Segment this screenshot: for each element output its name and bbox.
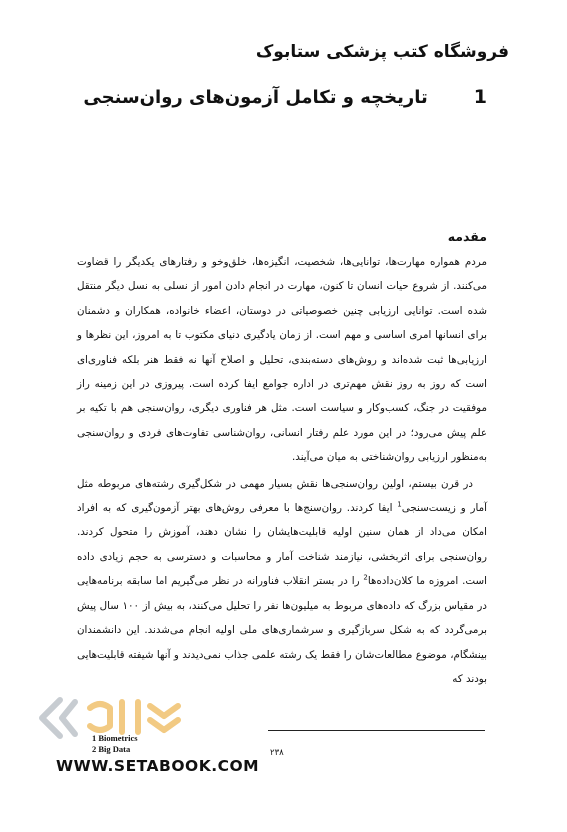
footnote-divider: [268, 730, 485, 731]
page-number: ۲۳۸: [270, 748, 284, 758]
setabook-logo-icon: [30, 688, 230, 748]
paragraph-2-part-b: ایفا کردند. روان‌سنج‌ها با معرفی روش‌های بهتر آزمون‌گیری که به افراد امکان می‌داد از همان سنین اولیه قابلیت‌هایشان را نشان دهند، آموزش را متحول کردند. روان‌سنجی برای اثربخشی، نیازمند شناخت آمار و محاسبات و دسترسی به حجم زیادی داده است. امروزه ما کلان‌داده‌ها: [77, 502, 488, 588]
section-title: مقدمه: [447, 229, 487, 244]
watermark-url: WWW.SETABOOK.COM: [56, 757, 260, 775]
chapter-heading: [67, 86, 487, 108]
chapter-title: تاریخچه و تکامل آزمون‌های روان‌سنجی: [83, 87, 428, 108]
paragraph-2-part-a: در قرن بیستم، اولین روان‌سنجی‌ها نقش بسیار مهمی در شکل‌گیری رشته‌های مربوطه مثل آمار و زیست‌سنجی: [77, 477, 487, 515]
paragraph-1: مردم همواره مهارت‌ها، توانایی‌ها، شخصیت، انگیزه‌ها، خلق‌وخو و رفتارهای یکدیگر را قضاوت می‌کنند. از شروع حیات انسان تا کنون، مهارت در انجام دادن امور از نسلی به نسل دیگر منتقل شده است. توانایی ارزیابی چنین خصوصیاتی در دوستان، اعضاء خانواده، همکاران و دشمنان برای انسانها امری اساسی و مهم است. از زمان یادگیری دنیای مکتوب تا به امروز، این نظرها و ارزیابی‌ها ثبت شده‌اند و روش‌های دسته‌بندی، تحلیل و اصلاح آنها نه فقط هنر بلکه فناوری‌ای است که روز به روز نقش مهم‌تری در اداره جوامع ایفا کرده است. پیروزی در این زمینه راز موفقیت در جنگ، کسب‌وکار و سیاست است. مثل هر فناوری دیگری، روان‌سنجی هم با تکیه بر علم پیش می‌رود؛ در این مورد علم رفتار انسانی، روان‌شناسی تفاوت‌های فردی و روان‌سنجی به‌منظور ارزیابی روان‌شناختی به میان می‌آیند.: [77, 256, 487, 464]
footnote-2: 2 Big Data: [92, 744, 131, 754]
footnote-1: 1 Biometrics: [92, 733, 138, 743]
paragraph-2: [77, 472, 487, 692]
paragraph-2-part-c: را در بستر انقلاب فناورانه در نظر می‌گیریم اما سابقه برنامه‌هایی در مقیاس بزرگ که داده‌های مربوط به میلیون‌ها نفر را تحلیل می‌کنند، به بیش از ۱۰۰ سال پیش برمی‌گردد که به شکل سربازگیری و سرشماری‌های ملی اولیه انجام می‌شدند. این دانشمندان بینشگام، موضوع مطالعات‌شان را فقط یک رشته علمی جذاب نمی‌دیدند و آنها شیفته قابلیت‌هایی بودند که: [77, 575, 487, 685]
store-header: فروشگاه کتب پزشکی ستابوک: [255, 42, 509, 62]
body-text: [77, 250, 487, 691]
footnote-ref-2: 2: [363, 573, 368, 582]
chapter-number: 1: [473, 86, 487, 108]
footnote-ref-1: 1: [397, 500, 402, 509]
